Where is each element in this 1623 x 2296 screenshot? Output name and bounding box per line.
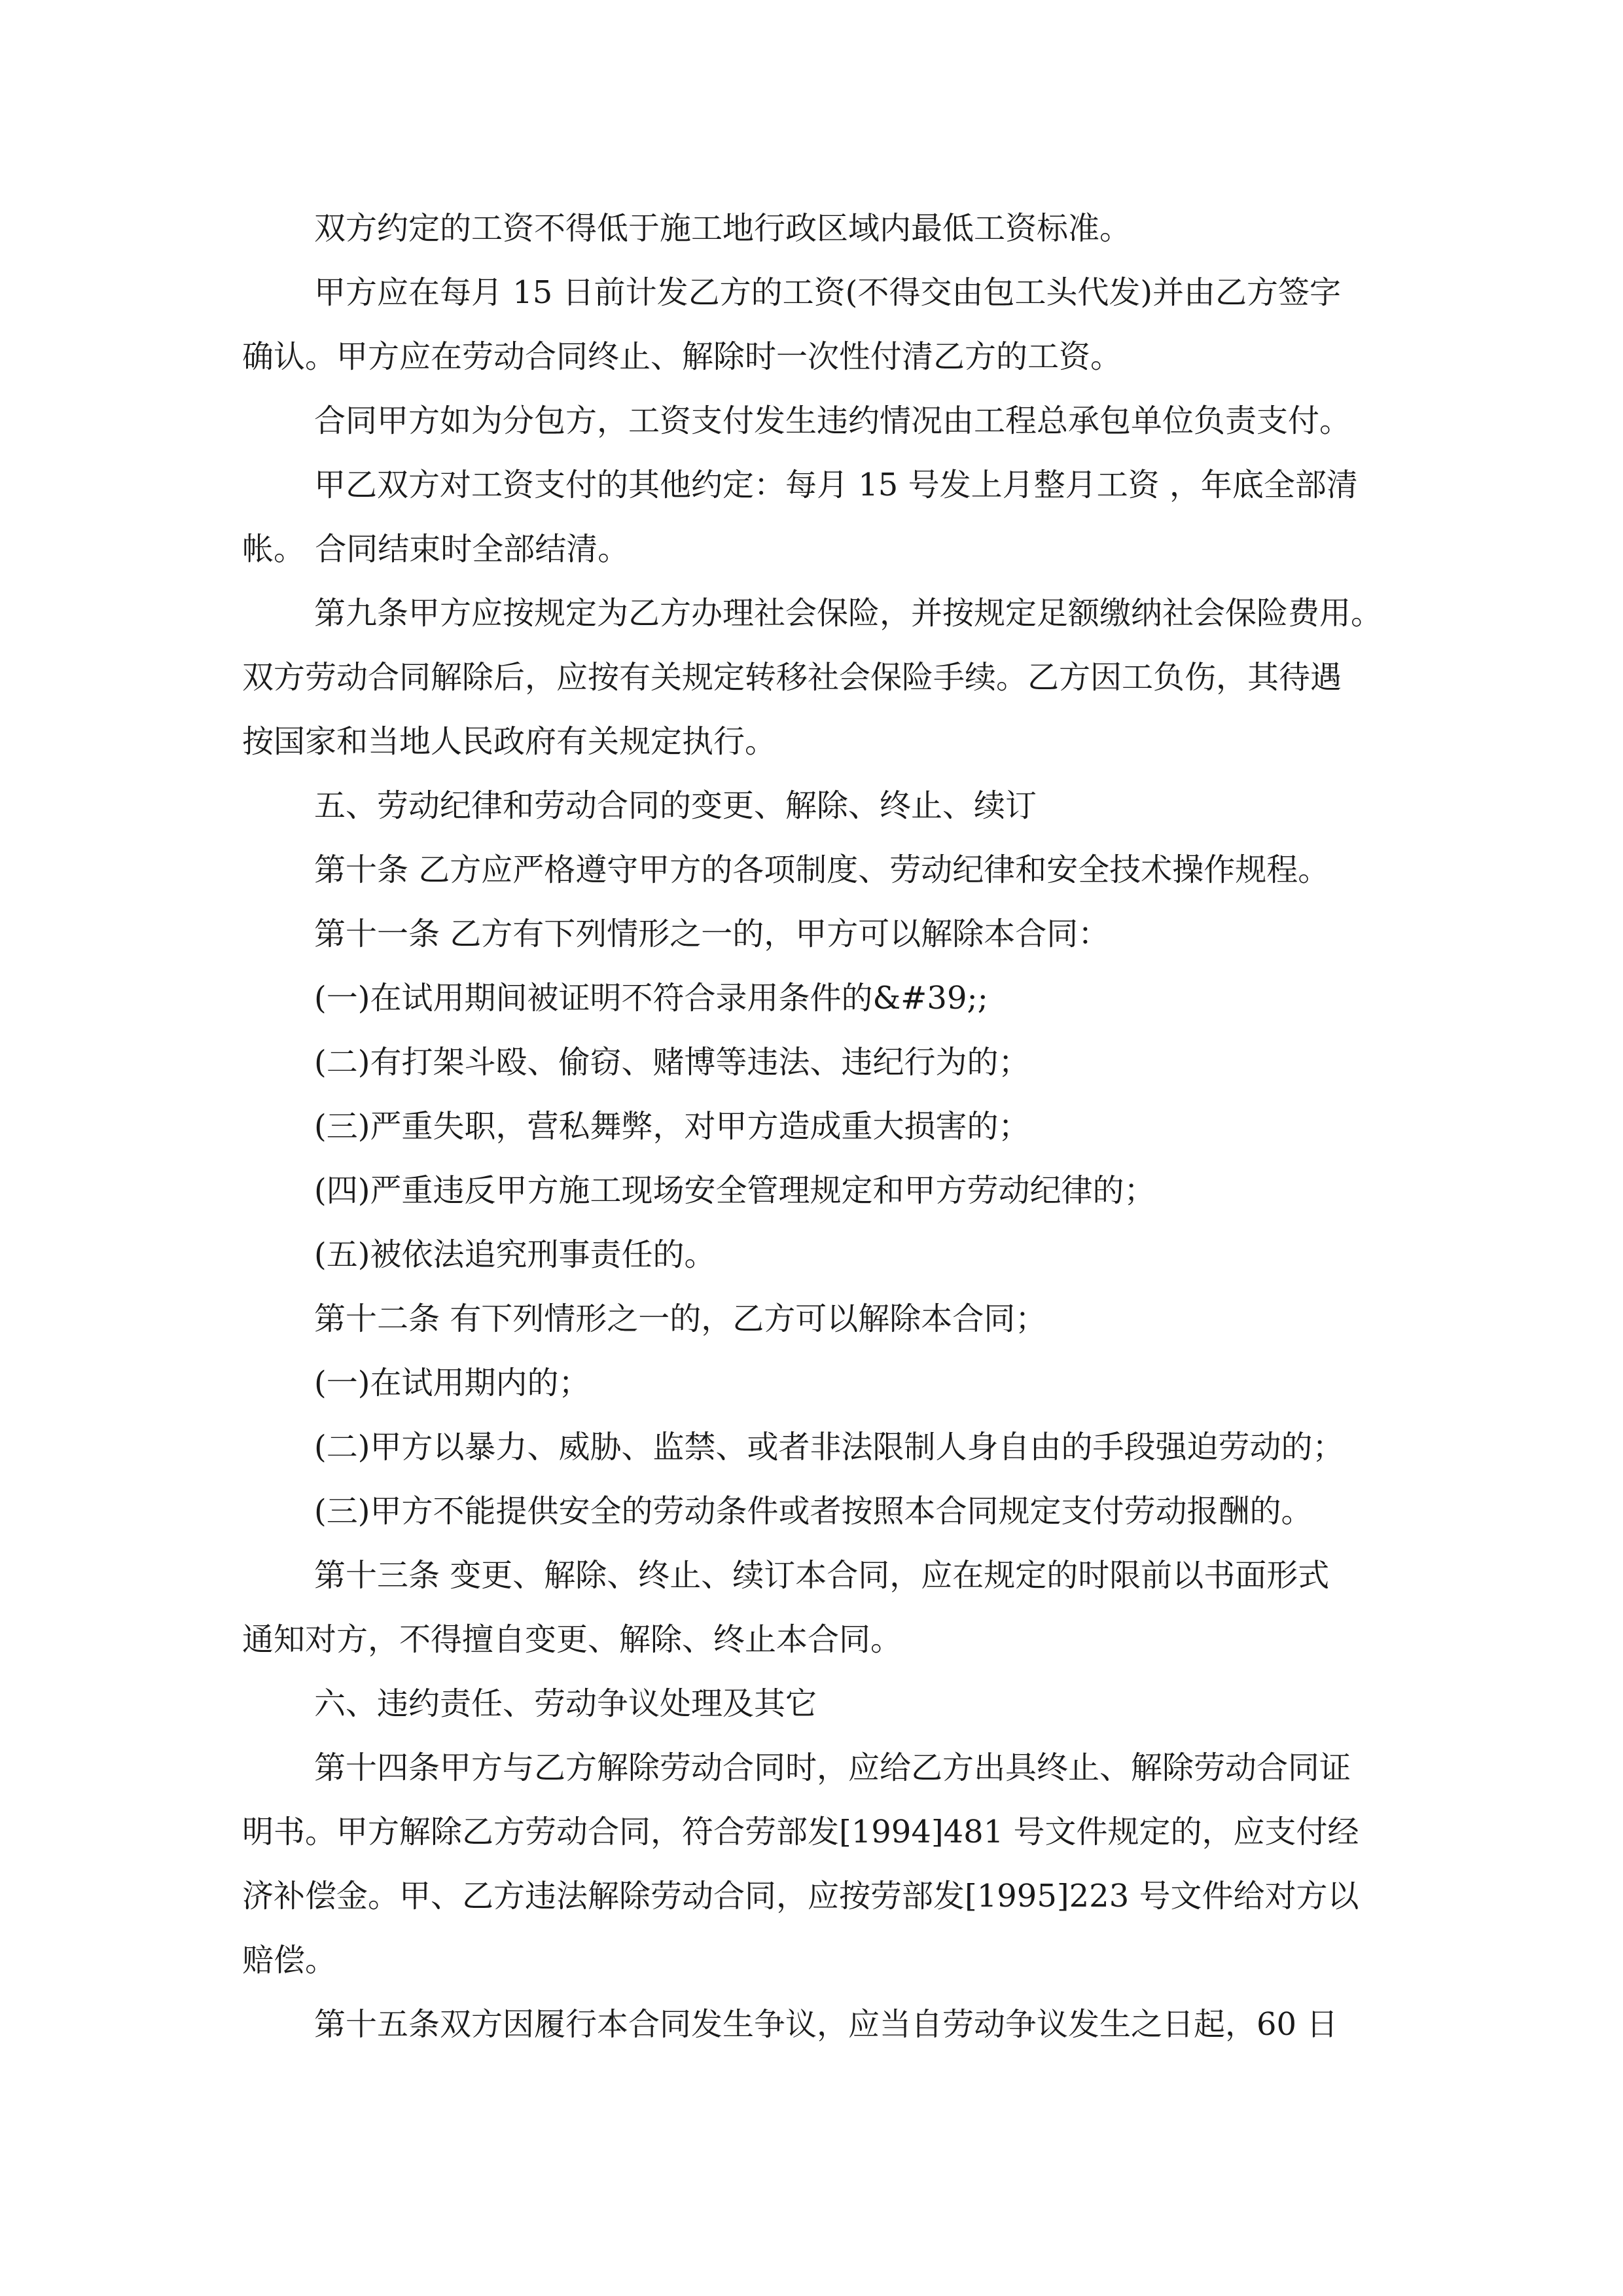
text-line: 确认。甲方应在劳动合同终止、解除时一次性付清乙方的工资。	[242, 338, 1122, 375]
text-line: 第十四条甲方与乙方解除劳动合同时，应给乙方出具终止、解除劳动合同证	[314, 1749, 1351, 1786]
text-line: 第九条甲方应按规定为乙方办理社会保险，并按规定足额缴纳社会保险费用。	[314, 595, 1383, 632]
list-item: (三)甲方不能提供安全的劳动条件或者按照本合同规定支付劳动报酬的。	[314, 1493, 1313, 1530]
text-line: 赔偿。	[242, 1942, 337, 1979]
text-line: 第十三条 变更、解除、终止、续订本合同，应在规定的时限前以书面形式	[314, 1557, 1330, 1594]
list-item: (五)被依法追究刑事责任的。	[314, 1236, 716, 1273]
text-line: 第十一条 乙方有下列情形之一的，甲方可以解除本合同：	[314, 916, 1110, 952]
section-heading: 五、劳动纪律和劳动合同的变更、解除、终止、续订	[314, 787, 1037, 824]
text-line: 甲方应在每月 15 日前计发乙方的工资(不得交由包工头代发)并由乙方签字	[314, 274, 1342, 311]
text-line: 第十二条 有下列情形之一的，乙方可以解除本合同；	[314, 1300, 1047, 1337]
text-line: 通知对方，不得擅自变更、解除、终止本合同。	[242, 1621, 902, 1658]
list-item: (二)有打架斗殴、偷窃、赌博等违法、违纪行为的；	[314, 1044, 1030, 1081]
text-line: 双方劳动合同解除后，应按有关规定转移社会保险手续。乙方因工负伤，其待遇	[242, 659, 1342, 696]
list-item: (三)严重失职，营私舞弊，对甲方造成重大损害的；	[314, 1108, 1030, 1145]
list-item: (一)在试用期间被证明不符合录用条件的&#39;;	[314, 980, 988, 1016]
text-line: 合同甲方如为分包方，工资支付发生违约情况由工程总承包单位负责支付。	[314, 403, 1351, 439]
text-line: 帐。 合同结束时全部结清。	[242, 531, 630, 567]
text-line: 第十五条双方因履行本合同发生争议，应当自劳动争议发生之日起，60 日	[314, 2006, 1338, 2043]
text-line: 明书。甲方解除乙方劳动合同，符合劳部发[1994]481 号文件规定的，应支付经	[242, 1814, 1359, 1850]
text-line: 济补偿金。甲、乙方违法解除劳动合同，应按劳部发[1995]223 号文件给对方以	[242, 1878, 1359, 1914]
text-line: 第十条 乙方应严格遵守甲方的各项制度、劳动纪律和安全技术操作规程。	[314, 852, 1330, 888]
list-item: (一)在试用期内的；	[314, 1365, 590, 1401]
text-line: 双方约定的工资不得低于施工地行政区域内最低工资标准。	[314, 210, 1132, 247]
text-line: 按国家和当地人民政府有关规定执行。	[242, 723, 777, 760]
list-item: (四)严重违反甲方施工现场安全管理规定和甲方劳动纪律的；	[314, 1172, 1156, 1209]
list-item: (二)甲方以暴力、威胁、监禁、或者非法限制人身自由的手段强迫劳动的；	[314, 1429, 1344, 1465]
text-line: 甲乙双方对工资支付的其他约定：每月 15 号发上月整月工资 ，年底全部清	[314, 467, 1358, 503]
document-body	[242, 196, 1394, 2056]
section-heading: 六、违约责任、劳动争议处理及其它	[314, 1685, 817, 1722]
